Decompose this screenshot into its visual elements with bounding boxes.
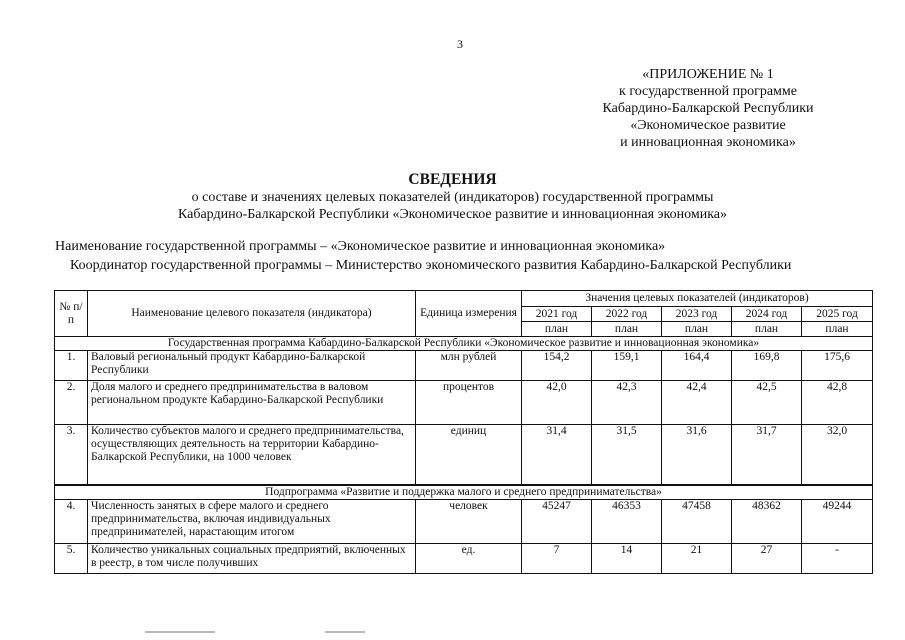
table-row <box>55 351 873 381</box>
row-value: 7 <box>522 544 592 574</box>
row-name: Доля малого и среднего предпринимательства в валовом региональном продукте Кабардино-Балкарской Республики <box>88 381 416 425</box>
section-header: Подпрограмма «Развитие и поддержка малого и среднего предпринимательства» <box>55 485 873 500</box>
header-plan: план <box>732 322 802 337</box>
row-value: 42,3 <box>592 381 662 425</box>
appendix-line: и инновационная экономика» <box>620 135 796 150</box>
row-name: Количество уникальных социальных предприятий, включенных в реестр, в том числе получивших <box>88 544 416 574</box>
header-year: 2025 год <box>802 307 873 322</box>
appendix-line: к государственной программе <box>619 84 797 99</box>
header-year: 2022 год <box>592 307 662 322</box>
row-value: 48362 <box>732 500 802 544</box>
row-value: 47458 <box>662 500 732 544</box>
row-name: Количество субъектов малого и среднего предпринимательства, осуществляющих деятельность на территории Кабардино-Балкарской Республики, на 1000 человек <box>88 425 416 485</box>
scan-artifact-marks <box>145 631 375 635</box>
row-name: Валовый региональный продукт Кабардино-Балкарской Республики <box>88 351 416 381</box>
header-plan: план <box>592 322 662 337</box>
header-year: 2024 год <box>732 307 802 322</box>
row-value: 175,6 <box>802 351 873 381</box>
scan-artifact-line <box>325 631 365 633</box>
row-name: Численность занятых в сфере малого и среднего предпринимательства, включая индивидуальных предпринимателей, нарастающим итогом <box>88 500 416 544</box>
appendix-line: «ПРИЛОЖЕНИЕ № 1 <box>642 67 774 82</box>
header-num: № п/п <box>55 291 88 337</box>
header-plan: план <box>802 322 873 337</box>
row-value: 42,5 <box>732 381 802 425</box>
row-num: 3. <box>55 425 88 485</box>
document-subtitle <box>0 189 905 223</box>
row-value: 32,0 <box>802 425 873 485</box>
row-value: 42,0 <box>522 381 592 425</box>
row-value: 27 <box>732 544 802 574</box>
program-coordinator: Координатор государственной программы – Министерство экономического развития Кабардино-Балкарской Республики <box>70 258 792 273</box>
row-unit: процентов <box>416 381 522 425</box>
header-plan: план <box>522 322 592 337</box>
row-value: 49244 <box>802 500 873 544</box>
row-unit: ед. <box>416 544 522 574</box>
header-unit: Единица измерения <box>416 291 522 337</box>
row-value: 42,4 <box>662 381 732 425</box>
row-value: 46353 <box>592 500 662 544</box>
scan-artifact-line <box>145 631 215 633</box>
row-value: 164,4 <box>662 351 732 381</box>
header-year: 2021 год <box>522 307 592 322</box>
table-row <box>55 425 873 485</box>
header-values-group: Значения целевых показателей (индикаторов) <box>522 291 873 307</box>
row-value: 159,1 <box>592 351 662 381</box>
page-number: 3 <box>457 37 463 51</box>
row-value: 45247 <box>522 500 592 544</box>
row-value: 14 <box>592 544 662 574</box>
row-value: 31,6 <box>662 425 732 485</box>
section-header: Государственная программа Кабардино-Балкарской Республики «Экономическое развитие и инновационная экономика» <box>55 337 873 351</box>
header-year: 2023 год <box>662 307 732 322</box>
table-row <box>55 381 873 425</box>
row-value: 169,8 <box>732 351 802 381</box>
row-value: 31,7 <box>732 425 802 485</box>
table-row <box>55 544 873 574</box>
header-name: Наименование целевого показателя (индикатора) <box>88 291 416 337</box>
row-unit: человек <box>416 500 522 544</box>
row-value: 21 <box>662 544 732 574</box>
row-num: 5. <box>55 544 88 574</box>
header-plan: план <box>662 322 732 337</box>
indicators-table <box>54 290 873 574</box>
row-value: 31,5 <box>592 425 662 485</box>
subtitle-line: Кабардино-Балкарской Республики «Экономическое развитие и инновационная экономика» <box>177 207 728 222</box>
document-title: СВЕДЕНИЯ <box>408 171 497 188</box>
row-value: 31,4 <box>522 425 592 485</box>
row-value: 154,2 <box>522 351 592 381</box>
appendix-header <box>560 66 856 151</box>
table-row <box>55 500 873 544</box>
program-name: Наименование государственной программы – «Экономическое развитие и инновационная экономика» <box>55 239 666 254</box>
row-num: 2. <box>55 381 88 425</box>
appendix-line: «Экономическое развитие <box>630 118 786 133</box>
subtitle-line: о составе и значениях целевых показателей (индикаторов) государственной программы <box>191 190 714 205</box>
row-unit: млн рублей <box>416 351 522 381</box>
row-value: 42,8 <box>802 381 873 425</box>
row-unit: единиц <box>416 425 522 485</box>
row-num: 1. <box>55 351 88 381</box>
row-num: 4. <box>55 500 88 544</box>
appendix-line: Кабардино-Балкарской Республики <box>602 101 814 116</box>
row-value: - <box>802 544 873 574</box>
